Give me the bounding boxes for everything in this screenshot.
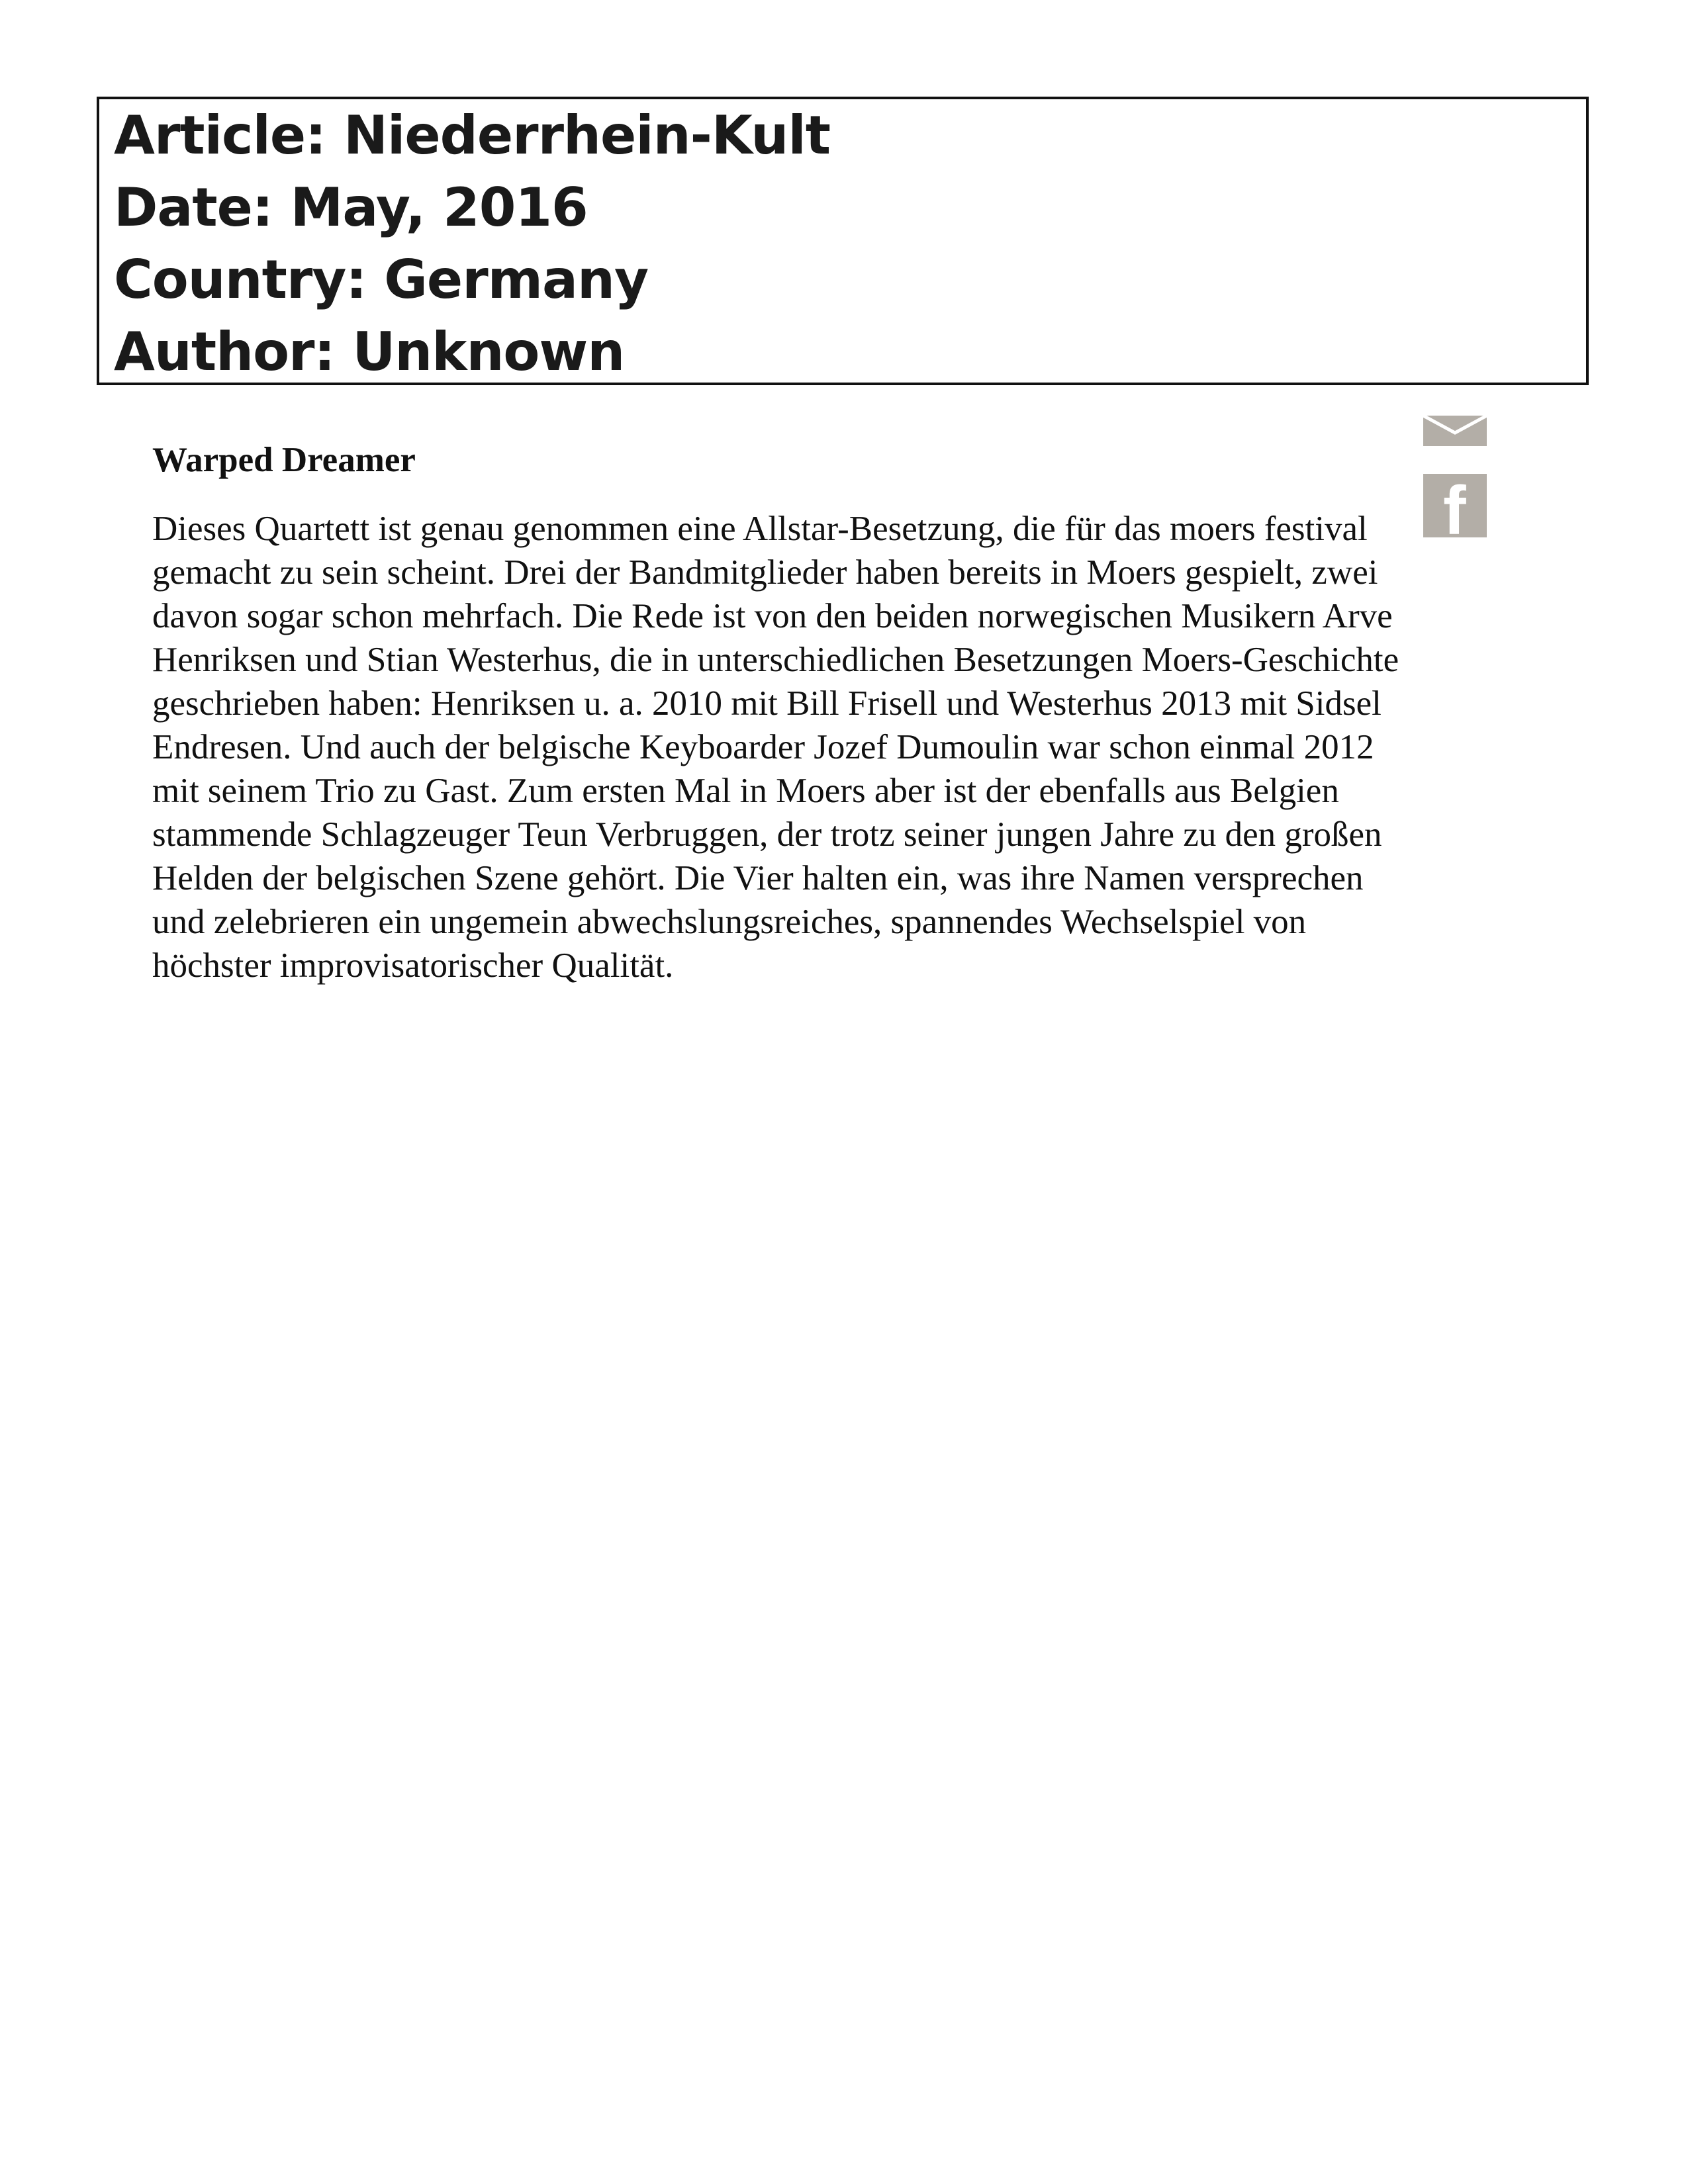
facebook-icon[interactable]	[1423, 474, 1487, 537]
article-text-line: mit seinem Trio zu Gast. Zum ersten Mal in Moers aber ist der ebenfalls aus Belgien	[152, 772, 1339, 810]
article-text-line: Henriksen und Stian Westerhus, die in unterschiedlichen Besetzungen Moers-Geschichte	[152, 641, 1399, 679]
article-text	[152, 507, 1515, 987]
article-text-line: gemacht zu sein scheint. Drei der Bandmitglieder haben bereits in Moers gespielt, zwei	[152, 553, 1378, 592]
facebook-glyph: f	[1443, 474, 1466, 537]
mail-icon[interactable]	[1423, 416, 1487, 447]
article-text-line: Endresen. Und auch der belgische Keyboarder Jozef Dumoulin war schon einmal 2012	[152, 728, 1374, 766]
article-title: Warped Dreamer	[152, 441, 416, 479]
article-text-line: davon sogar schon mehrfach. Die Rede ist von den beiden norwegischen Musikern Arve	[152, 597, 1393, 635]
article-text-line: stammende Schlagzeuger Teun Verbruggen, der trotz seiner jungen Jahre zu den großen	[152, 815, 1382, 854]
article-date: Date: May, 2016	[114, 177, 588, 238]
article-text-line: und zelebrieren ein ungemein abwechslungsreiches, spannendes Wechselspiel von	[152, 903, 1307, 941]
article-name: Article: Niederrhein-Kult	[114, 105, 831, 166]
article-country: Country: Germany	[114, 249, 649, 310]
article-text-line: Helden der belgischen Szene gehört. Die Vier halten ein, was ihre Namen versprechen	[152, 859, 1364, 897]
article-author: Author: Unknown	[114, 321, 625, 383]
article-text-line: Dieses Quartett ist genau genommen eine Allstar-Besetzung, die für das moers festival	[152, 510, 1368, 548]
article-body	[152, 437, 1515, 987]
article-text-line: höchster improvisatorischer Qualität.	[152, 946, 674, 985]
article-text-line: geschrieben haben: Henriksen u. a. 2010 mit Bill Frisell und Westerhus 2013 mit Sidsel	[152, 684, 1382, 723]
article-metadata-box	[97, 97, 1589, 385]
